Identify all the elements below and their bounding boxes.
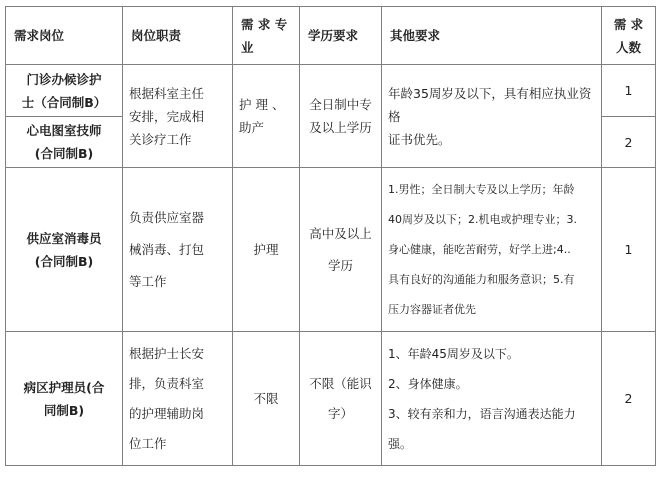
header-duties: 岗位职责 — [123, 7, 233, 65]
job-requirements-table — [5, 6, 656, 466]
row4-count: 2 — [602, 332, 656, 466]
row3-education: 高中及以上 学历 — [300, 168, 382, 332]
row1-duties: 根据科室主任 安排，完成相 关诊疗工作 — [123, 65, 233, 168]
table-header-row — [6, 7, 656, 65]
row4-duties: 根据护士长安 排，负责科室 的护理辅助岗 位工作 — [123, 332, 233, 466]
header-count: 需 求 人数 — [602, 7, 656, 65]
row1-other: 年龄35周岁及以下，具有相应执业资格 证书优先。 — [382, 65, 602, 168]
table-row — [6, 65, 656, 117]
row4-major: 不限 — [233, 332, 300, 466]
header-major: 需 求 专 业 — [233, 7, 300, 65]
row2-count: 2 — [602, 117, 656, 168]
row4-position: 病区护理员(合 同制B) — [6, 332, 123, 466]
row3-count: 1 — [602, 168, 656, 332]
row1-position: 门诊办候诊护 士（合同制B） — [6, 65, 123, 117]
row3-major: 护理 — [233, 168, 300, 332]
row4-education: 不限（能识 字） — [300, 332, 382, 466]
row2-position: 心电图室技师 (合同制B) — [6, 117, 123, 168]
header-other: 其他要求 — [382, 7, 602, 65]
header-education: 学历要求 — [300, 7, 382, 65]
row1-education: 全日制中专 及以上学历 — [300, 65, 382, 168]
row3-other: 1.男性；全日制大专及以上学历；年龄 40周岁及以下；2.机电或护理专业；3. 身心健康，能吃苦耐劳，好学上进;4.. 具有良好的沟通能力和服务意识；5.有 压力容器证者优先 — [382, 168, 602, 332]
row3-duties: 负责供应室器 械消毒、打包 等工作 — [123, 168, 233, 332]
header-position: 需求岗位 — [6, 7, 123, 65]
table-row — [6, 332, 656, 466]
row1-major: 护 理 、 助产 — [233, 65, 300, 168]
row4-other: 1、年龄45周岁及以下。 2、身体健康。 3、较有亲和力，语言沟通表达能力 强。 — [382, 332, 602, 466]
row3-position: 供应室消毒员 (合同制B) — [6, 168, 123, 332]
table-row — [6, 168, 656, 332]
row1-count: 1 — [602, 65, 656, 117]
